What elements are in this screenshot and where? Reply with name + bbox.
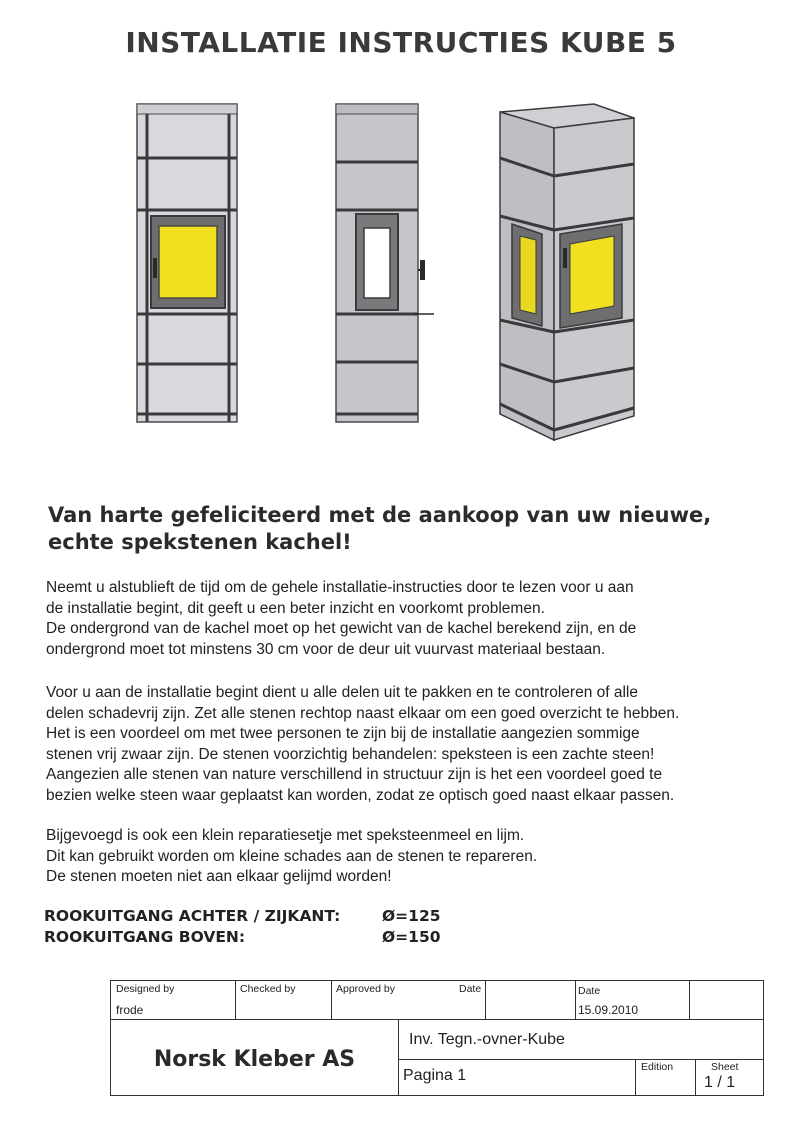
stove-illustrations [0,98,802,448]
stove-front-view [133,98,243,428]
text-line: Dit kan gebruikt worden om kleine schades aan de stenen te repareren. [46,847,538,865]
approval-date-label: Date [459,983,482,995]
flue-row-back-side [44,906,464,927]
text-line: Het is een voordeel om met twee personen te zijn bij de installatie aangezien sommige [46,725,640,742]
flue-row-top [44,927,464,948]
checked-by-label: Checked by [240,983,296,995]
fire-window [159,226,217,298]
flue-diameter: Ø=125 [382,907,441,925]
text-line: Bijgevoegd is ook een klein reparatiesetje met speksteenmeel en lijm. [46,827,525,844]
title-block [110,980,764,1096]
text-line: De ondergrond van de kachel moet op het gewicht van de kachel berekend zijn, en de [46,620,637,637]
text-line: Neemt u alstublieft de tijd om de gehele installatie-instructies door te lezen voor u aan [46,579,634,596]
text-line: stenen vrij zwaar zijn. De stenen voorzichtig behandelen: speksteen is een zachte steen! [46,745,655,763]
paragraph-unpacking [46,683,776,806]
approved-by-label: Approved by [336,983,395,995]
heading-line: Van harte gefeliciteerd met de aankoop van uw nieuwe, [48,503,712,527]
stove-side-view [330,98,440,428]
page-number: Pagina 1 [403,1067,467,1084]
document-title: INSTALLATIE INSTRUCTIES KUBE 5 [125,26,677,59]
paragraph-intro [46,578,776,660]
flue-specifications [44,906,464,948]
edition-label: Edition [641,1061,674,1073]
sheet-value: 1 / 1 [704,1074,736,1091]
heading-line: echte spekstenen kachel! [48,530,352,554]
flue-diameter: Ø=150 [382,928,441,946]
text-line: ondergrond moet tot minstens 30 cm voor de deur uit vuurvast materiaal bestaan. [46,640,606,658]
congratulations-heading [48,502,768,556]
flue-label: ROOKUITGANG BOVEN: [44,928,246,946]
text-line: Voor u aan de installatie begint dient u alle delen uit te pakken en te controleren of alle [46,684,638,701]
text-line: delen schadevrij zijn. Zet alle stenen rechtop naast elkaar om een goed overzicht te hebben. [46,704,680,722]
drawing-title: Inv. Tegn.-ovner-Kube [409,1031,565,1048]
company-name: Norsk Kleber AS [153,1046,356,1072]
designed-by-value: frode [116,1003,144,1017]
paragraph-repair-kit [46,826,776,888]
text-line: Aangezien alle stenen van nature verschillend in structuur zijn is het een voordeel goed te [46,766,663,783]
designed-by-label: Designed by [116,983,175,995]
text-line: de installatie begint, dit geeft u een beter inzicht en voorkomt problemen. [46,599,545,617]
date-value: 15.09.2010 [578,1003,639,1017]
text-line: bezien welke steen waar geplaatst kan worden, zodat ze optisch goed naast elkaar passen. [46,786,675,804]
sheet-label: Sheet [711,1061,739,1073]
date-label: Date [578,985,601,997]
text-line: De stenen moeten niet aan elkaar gelijmd worden! [46,868,392,885]
stove-perspective-view [494,98,644,448]
flue-label: ROOKUITGANG ACHTER / ZIJKANT: [44,907,341,925]
